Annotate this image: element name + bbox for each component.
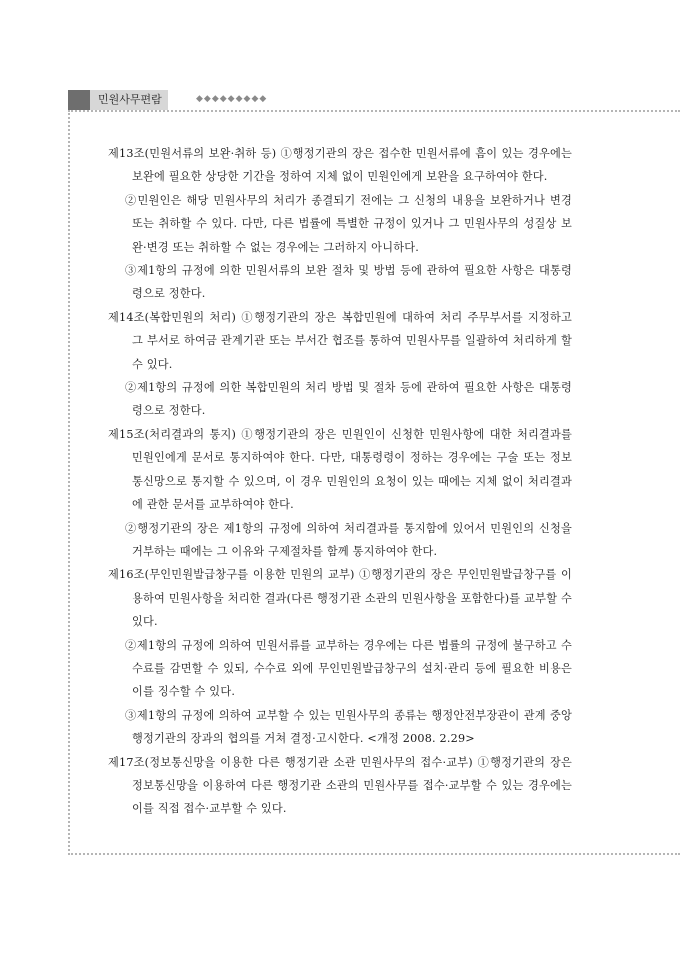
article-16-para-1: 제16조(무인민원발급창구를 이용한 민원의 교부) ①행정기관의 장은 무인민원발급창구를 이용하여 민원사항을 처리한 결과(다른 행정기관 소관의 민원사항을 포함한다)를 교부할 수 있다.: [108, 568, 572, 629]
header-marker: [68, 90, 90, 110]
article-13-para-1: 제13조(민원서류의 보완·취하 등) ①행정기관의 장은 접수한 민원서류에 흠이 있는 경우에는 보완에 필요한 상당한 기간을 정하여 지체 없이 민원인에게 보완을 요구하여야 한다.: [108, 147, 572, 184]
article-16-para-2: ②제1항의 규정에 의하여 민원서류를 교부하는 경우에는 다른 법률의 규정에 불구하고 수수료를 감면할 수 있되, 수수료 외에 무인민원발급창구의 설치·관리 등에 필요한 비용은 이를 징수할 수 있다.: [125, 638, 572, 699]
page-frame-bottom: [68, 853, 680, 855]
article-16-para-3: ③제1항의 규정에 의하여 교부할 수 있는 민원사무의 종류는 행정안전부장관이 관계 중앙행정기관의 장과의 협의를 거쳐 결정·고시한다. <개정 2008. 2.29>: [125, 708, 572, 746]
document-body: [108, 142, 572, 821]
article-15-para-1: 제15조(처리결과의 통지) ①행정기관의 장은 민원인이 신청한 민원사항에 대한 처리결과를 민원인에게 문서로 통지하여야 한다. 다만, 대통령령이 정하는 경우에는 구술 또는 정보통신망으로 통지할 수 있으며, 이 경우 민원인의 요청이 있는 때에는 지체 없이 처리결과에 관한 문서를 교부하여야 한다.: [108, 427, 572, 512]
article-13-para-2: ②민원인은 해당 민원사무의 처리가 종결되기 전에는 그 신청의 내용을 보완하거나 변경 또는 취하할 수 있다. 다만, 다른 법률에 특별한 규정이 있거나 그 민원사무의 성질상 보완·변경 또는 취하할 수 없는 경우에는 그러하지 아니하다.: [125, 193, 572, 254]
article-17-para-1: 제17조(정보통신망을 이용한 다른 행정기관 소관 민원사무의 접수·교부) ①행정기관의 장은 정보통신망을 이용하여 다른 행정기관 소관의 민원사무를 접수·교부할 수 있는 경우에는 이를 직접 접수·교부할 수 있다.: [108, 755, 572, 816]
article-14-para-1: 제14조(복합민원의 처리) ①행정기관의 장은 복합민원에 대하여 처리 주무부서를 지정하고 그 부서로 하여금 관계기관 또는 부서간 협조를 통하여 민원사무를 일괄하여 처리하게 할 수 있다.: [108, 310, 572, 371]
article-13-para-3: ③제1항의 규정에 의한 민원서류의 보완 절차 및 방법 등에 관하여 필요한 사항은 대통령령으로 정한다.: [125, 264, 572, 301]
header-diamond-dots: ◆◆◆◆◆◆◆◆◆: [196, 94, 268, 104]
article-14-para-2: ②제1항의 규정에 의한 복합민원의 처리 방법 및 절차 등에 관하여 필요한 사항은 대통령령으로 정한다.: [125, 381, 572, 418]
page-frame-top: [68, 110, 680, 112]
running-header: [68, 90, 680, 110]
article-15-para-2: ②행정기관의 장은 제1항의 규정에 의하여 처리결과를 통지함에 있어서 민원인의 신청을 거부하는 때에는 그 이유와 구제절차를 함께 통지하여야 한다.: [125, 521, 572, 558]
header-title: 민원사무편람: [90, 90, 168, 110]
